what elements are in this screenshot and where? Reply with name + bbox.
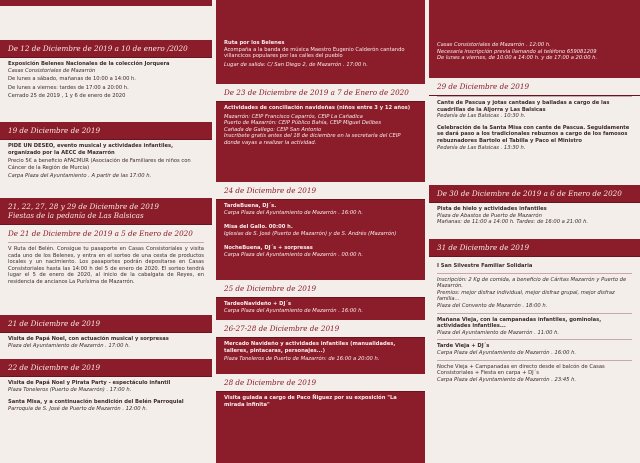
event-place: Iglesias de S. José (Puerto de Mazarrón) y de S. Andrés (Mazarrón) <box>224 230 397 237</box>
event-place: Casas Consistoriales de Mazarrón . 12:00 h. <box>437 42 551 48</box>
event-block <box>429 0 640 78</box>
event-block <box>429 97 640 185</box>
event-block <box>216 338 425 374</box>
event-title: Pista de hielo y actividades infantiles <box>437 206 547 212</box>
date-header <box>0 40 212 58</box>
date-header-text: 25 de Diciembre de 2019 <box>224 284 317 293</box>
date-header-text: De 30 de Diciembre de 2019 a 6 de Enero de 2020 <box>437 189 622 198</box>
event-block <box>0 243 212 315</box>
event-place: Pedanía de Las Balsicas . 10:30 h. <box>437 113 526 120</box>
event-title: NocheBuena, DJ´s + sorpresas <box>224 245 313 252</box>
event-title: Misa del Gallo. 00:00 h. <box>224 224 293 231</box>
event-place: Cañada de Gallego: CEIP San Antonio <box>224 126 322 133</box>
event-title: Noche Vieja + Campanadas en directo desde el balcón de Casas Consistoriales + Fiesta en carpa + DJ´s <box>437 363 605 377</box>
event-title: Tarde Vieja + DJ´s <box>437 343 490 350</box>
top-strip <box>0 0 212 6</box>
event-place: Plaza de Abastos de Puerto de Mazarrón <box>437 212 542 219</box>
event-block <box>0 333 212 359</box>
event-note: Necesaria inscripción previa llamando al teléfono 659081209 <box>437 48 597 55</box>
event-block <box>0 140 212 198</box>
event-hours: De lunes a viernes: tardes de 17:00 a 20:00 h. <box>8 84 129 91</box>
date-header-text: 31 de Diciembre de 2019 <box>437 243 530 252</box>
date-header <box>0 315 212 333</box>
event-block <box>429 257 640 425</box>
event-description: Precio 5€ a beneficio AFACMUR (Asociación de Familiares de niños con Cáncer de la Región de Murcia) <box>8 158 191 171</box>
event-title: PIDE UN DESEO, evento musical y actividades infantiles, organizado por la AECC de Mazarrón <box>8 143 174 156</box>
event-place: Mazarrón: CEIP Francisco Caparrós, CEIP La Cañadica <box>224 113 363 120</box>
event-title: Mercado Navideño y actividades infantiles (manualidades, talleres, pintacaras, personajes...) <box>224 341 396 354</box>
event-place: Plaza del Ayuntamiento de Mazarrón . 17:00 h. <box>8 342 131 349</box>
date-header <box>429 78 640 96</box>
event-place: Parroquia de S. José de Puerto de Mazarrón . 12:00 h. <box>8 405 148 412</box>
date-header-text: De 12 de Diciembre de 2019 a 10 de enero /2020 <box>8 44 188 53</box>
column-2 <box>216 0 425 463</box>
event-title: TardeBuena, DJ´s. <box>224 203 277 209</box>
event-block <box>0 58 212 122</box>
event-title: TardeoNavideño + DJ´s <box>224 301 292 307</box>
event-note: Cerrado 25 de 2019 , 1 y 6 de enero de 2020 <box>8 93 126 100</box>
event-title: Cante de Pascua y jotas cantadas y bailadas a cargo de las cuadrillas de la Aljorra y Las Balsicas <box>437 100 610 113</box>
event-place: Plaza del Convento de Mazarrón . 18:00 h. <box>437 302 548 309</box>
date-header-text: 19 de Diciembre de 2019 <box>8 126 101 135</box>
event-place: Carpa Plaza del Ayuntamiento de Mazarrón . 23:45 h. <box>437 376 577 383</box>
divider <box>437 360 632 361</box>
date-header <box>216 84 425 102</box>
event-block <box>216 392 425 432</box>
event-description: Acompaña a la banda de música Maestro Eugenio Calderón cantando villancicos populares por las calles del pueblo <box>224 46 405 60</box>
date-header-text: De 23 de Diciembre de 2019 a 7 de Enero de 2020 <box>224 88 409 97</box>
date-header-text: 24 de Diciembre de 2019 <box>224 186 317 195</box>
event-place: Casas Consistoriales de Mazarrón <box>8 67 96 74</box>
date-header-subtitle: Fiestas de la pedanía de Las Balsicas <box>8 211 144 220</box>
event-title: Celebración de la Santa Misa con cante de Pascua. Seguidamente se dará paso a los tradicionales rebuznos a cargo de los famosos rebuznadores Bartolo el Tabilla y Paco el Ministro <box>437 124 630 144</box>
event-block <box>216 200 425 280</box>
event-place: Carpa Plaza del Ayuntamiento de Mazarrón . 16:00 h. <box>437 349 577 356</box>
event-block <box>216 102 425 182</box>
event-description: Premios: mejor disfraz individual, mejor disfraz grupal, mejor disfraz familia... <box>437 289 615 303</box>
event-place: Carpa Plaza del Ayuntamiento . A partir de las 17:00 h. <box>8 173 152 180</box>
event-block <box>216 298 425 320</box>
event-hours: De lunes a viernes, de 10:00 a 14:00 h. y de 17:00 a 20:00 h. <box>437 55 598 62</box>
date-header <box>216 320 425 338</box>
event-place: Carpa Plaza del Ayuntamiento de Mazarrón . 16:00 h. <box>224 209 364 216</box>
event-hours: Mañanas: de 11:00 a 14:00 h. Tardes: de 16:00 a 21:00 h. <box>437 219 589 226</box>
date-header <box>216 280 425 298</box>
event-title: Exposición Belenes Nacionales de la colección Jorquera <box>8 61 170 67</box>
date-header <box>216 374 425 392</box>
date-header-text: 21 de Diciembre de 2019 <box>8 319 101 328</box>
event-title: I San Silvestre Familiar Solidaria <box>437 263 533 269</box>
event-hours: De lunes a sábado, mañanas de 10:00 a 14:00 h. <box>8 76 136 83</box>
event-block <box>429 203 640 239</box>
event-title: Visita de Papá Noel y Pirata Party - espectáculo infantil <box>8 380 171 386</box>
divider <box>437 339 632 340</box>
date-header-text: De 21 de Diciembre de 2019 a 5 de Enero de 2020 <box>8 229 193 238</box>
event-description: Inscripción: 2 Kg de comida, a beneficio de Cáritas Mazarrón y Puerto de Mazarrón. <box>437 276 627 290</box>
event-place: Puerto de Mazarrón: CEIP Público Bahía, CEIP Miguel Delibes <box>224 120 382 127</box>
date-header <box>0 225 212 242</box>
date-header <box>0 359 212 377</box>
event-place: Plaza del Ayuntamiento de Mazarrón . 11:00 h. <box>437 329 560 336</box>
event-note: Inscribete gratis antes del 18 de diciembre en la secretaría del CEIP donde vayas a realizar la actividad. <box>224 133 401 146</box>
date-header <box>429 185 640 203</box>
date-header-text: 26-27-28 de Diciembre de 2019 <box>224 324 340 333</box>
date-header <box>0 198 212 225</box>
event-block <box>216 0 425 84</box>
event-title: Actividades de conciliación navideñas (niños entre 3 y 12 años) <box>224 105 411 111</box>
event-place: Carpa Plaza del Ayuntamiento de Mazarrón . 16:00 h. <box>224 307 364 314</box>
event-title: Ruta por los Belenes <box>224 40 285 46</box>
date-header-text: 22 de Diciembre de 2019 <box>8 363 101 372</box>
event-place: Plaza Toneleros de Puerto de Mazarrón: de 16:00 a 20:00 h. <box>224 356 380 363</box>
column-1 <box>0 0 212 463</box>
event-title: Mañana Vieja, con la campanadas infantiles, gominolas, actividades infantiles... <box>437 316 602 330</box>
event-place: Plaza Toneleros (Puerto de Mazarrón) . 17:00 h. <box>8 386 132 393</box>
event-description: V Ruta del Belén. Consigue tu pasaporte en Casas Consistoriales y visita cada uno de los Belenes, y entra en el sorteo de una cesta de productos locales y un nacimiento. Los pasaportes podrán depositarse en Casas Consistoriales hasta las 14:00 h del 5 de enero de 2020. El sorteo tendrá lugar el 5 de enero de 2020, al inicio de la cabalgata de Reyes, en residencia de ancianos La Purísima de Mazarrón. <box>8 246 204 285</box>
date-header <box>0 122 212 140</box>
event-place: Lugar de salida: C/ San Diego 2, de Mazarrón . 17:00 h. <box>224 61 368 68</box>
date-header-text: 28 de Diciembre de 2019 <box>224 378 317 387</box>
event-place: Carpa Plaza del Ayuntamiento de Mazarrón . 00:00 h. <box>224 251 364 258</box>
event-title: Visita guiada a cargo de Paco Ñiguez por su exposición "La mirada infinita" <box>224 395 397 408</box>
event-block <box>0 377 212 437</box>
date-header <box>429 239 640 257</box>
divider <box>437 313 632 314</box>
date-header-text: 21, 22, 27, 28 y 29 de Diciembre de 2019 <box>8 202 159 211</box>
column-3 <box>429 0 640 463</box>
event-title: Santa Misa, y a continuación bendición del Belén Parroquial <box>8 399 184 406</box>
divider <box>437 273 632 274</box>
date-header <box>216 182 425 200</box>
event-place: Pedanía de Las Balsicas . 13:30 h. <box>437 144 526 151</box>
event-title: Visita de Papá Noel, con actuación musical y sorpresas <box>8 336 169 342</box>
date-header-text: 29 de Diciembre de 2019 <box>437 82 530 91</box>
